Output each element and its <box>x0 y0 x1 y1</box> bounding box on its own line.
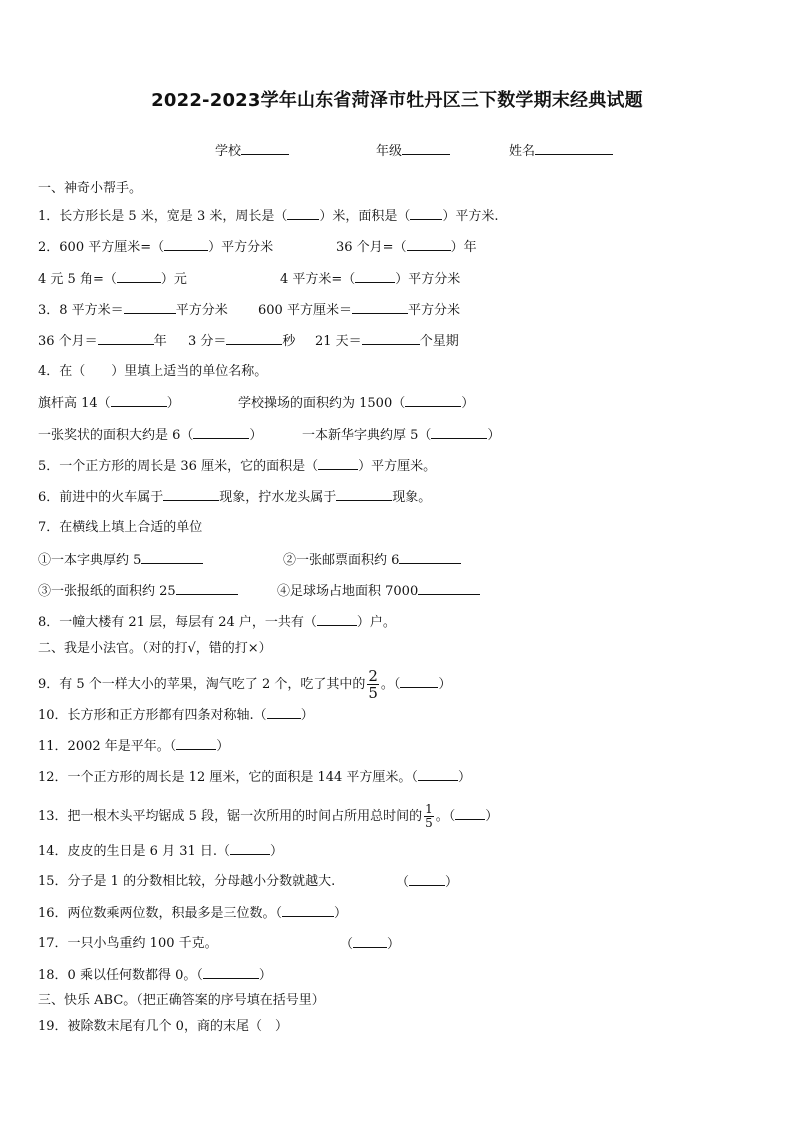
question-7-item-1: ①一本字典厚约 5 <box>38 551 203 570</box>
question-3-row-2: 36 个月＝ 年 <box>38 334 167 349</box>
answer-blank[interactable] <box>193 426 249 439</box>
question-2-part-2: 36 个月=（ ）年 <box>336 240 477 255</box>
school-field <box>215 140 289 159</box>
question-7-item-2: ②一张邮票面积约 6 <box>283 551 461 570</box>
answer-blank[interactable] <box>226 332 282 345</box>
question-3-row-2-part-3: 21 天＝ 个星期 <box>315 334 459 349</box>
question-6: 6．前进中的火车属于 现象，拧水龙头属于 现象。 <box>38 490 432 505</box>
question-9: 9．有 5 个一样大小的苹果，淘气吃了 2 个，吃了其中的 $\frac{2}{5}$ 。（ ） <box>38 667 452 702</box>
answer-blank[interactable] <box>164 238 208 251</box>
answer-blank[interactable] <box>111 394 167 407</box>
question-11: 11．2002 年是平年。（ ） <box>38 739 230 754</box>
question-13: 13．把一根木头平均锯成 5 段，锯一次所用的时间占所用总时间的 $\frac{1}{5}$ 。（ ） <box>38 802 499 830</box>
question-2-row-2-part-2: 4 平方米=（ ）平方分米 <box>280 272 461 287</box>
answer-blank[interactable] <box>353 935 387 948</box>
section-1-heading: 一、神奇小帮手。 <box>38 181 143 196</box>
answer-blank[interactable] <box>399 551 461 564</box>
page-title: 2022-2023学年山东省菏泽市牡丹区三下数学期末经典试题 <box>151 90 643 111</box>
answer-blank[interactable] <box>203 966 259 979</box>
question-7-item-4: ④足球场占地面积 7000 <box>277 582 480 601</box>
answer-blank[interactable] <box>117 270 161 283</box>
answer-blank[interactable] <box>455 807 485 820</box>
name-field <box>509 140 613 159</box>
grade-field <box>376 140 450 159</box>
question-10: 10．长方形和正方形都有四条对称轴.（ ） <box>38 708 314 723</box>
answer-blank[interactable] <box>141 551 203 564</box>
answer-blank[interactable] <box>400 675 438 688</box>
answer-blank[interactable] <box>176 582 238 595</box>
answer-blank[interactable] <box>230 842 270 855</box>
name-label: 姓名 <box>509 144 536 159</box>
answer-blank[interactable] <box>418 768 458 781</box>
answer-blank[interactable] <box>409 873 445 886</box>
answer-blank[interactable] <box>287 207 319 220</box>
question-19: 19．被除数末尾有几个 0，商的末尾（ ） <box>38 1019 288 1034</box>
question-17-answer: （ ） <box>340 937 401 952</box>
answer-blank[interactable] <box>407 238 451 251</box>
question-15: 15．分子是 1 的分数相比较，分母越小分数就越大. <box>38 874 336 889</box>
grade-label: 年级 <box>376 144 403 159</box>
grade-blank[interactable] <box>402 142 450 155</box>
question-2: 2．600 平方厘米=（ ）平方分米 <box>38 240 274 255</box>
answer-blank[interactable] <box>282 904 334 917</box>
answer-blank[interactable] <box>410 207 442 220</box>
fraction-one-fifth: $\frac{1}{5}$ <box>425 802 433 830</box>
question-5: 5．一个正方形的周长是 36 厘米，它的面积是（ ）平方厘米。 <box>38 459 437 474</box>
question-8: 8．一幢大楼有 21 层，每层有 24 户，一共有（ ）户。 <box>38 615 396 630</box>
question-2-row-2: 4 元 5 角=（ ）元 <box>38 272 187 287</box>
section-2-heading: 二、我是小法官。（对的打√，错的打×） <box>38 641 272 656</box>
answer-blank[interactable] <box>98 332 154 345</box>
fraction-two-fifths: $\frac{2}{5}$ <box>368 667 378 702</box>
question-16: 16．两位数乘两位数，积最多是三位数。（ ） <box>38 906 348 921</box>
answer-blank[interactable] <box>418 582 480 595</box>
answer-blank[interactable] <box>163 488 219 501</box>
answer-blank[interactable] <box>336 488 392 501</box>
question-4: 4．在（ ）里填上适当的单位名称。 <box>38 364 268 379</box>
question-7-item-3: ③一张报纸的面积约 25 <box>38 582 238 601</box>
question-7: 7．在横线上填上合适的单位 <box>38 520 203 535</box>
section-3-heading: 三、快乐 ABC。（把正确答案的序号填在括号里） <box>38 993 325 1008</box>
answer-blank[interactable] <box>431 426 487 439</box>
school-blank[interactable] <box>241 142 289 155</box>
answer-blank[interactable] <box>355 270 395 283</box>
answer-blank[interactable] <box>176 737 216 750</box>
answer-blank[interactable] <box>318 457 358 470</box>
answer-blank[interactable] <box>362 332 420 345</box>
question-18: 18．0 乘以任何数都得 0。（ ） <box>38 968 272 983</box>
question-15-answer: （ ） <box>396 875 459 890</box>
question-4-item-b: 学校操场的面积约为 1500（ ） <box>238 396 475 411</box>
answer-blank[interactable] <box>267 706 301 719</box>
question-3-part-2: 600 平方厘米＝ 平方分米 <box>258 303 460 318</box>
answer-blank[interactable] <box>124 301 176 314</box>
question-14: 14．皮皮的生日是 6 月 31 日.（ ） <box>38 844 284 859</box>
question-17: 17．一只小鸟重约 100 千克。 <box>38 936 218 951</box>
question-12: 12．一个正方形的周长是 12 厘米，它的面积是 144 平方厘米。（ ） <box>38 770 471 785</box>
answer-blank[interactable] <box>405 394 461 407</box>
question-4-item-c: 一张奖状的面积大约是 6（ ） <box>38 428 263 443</box>
question-3: 3．8 平方米＝ 平方分米 <box>38 303 228 318</box>
question-1: 1．长方形长是 5 米，宽是 3 米，周长是（ ）米，面积是（ ）平方米. <box>38 209 499 224</box>
answer-blank[interactable] <box>352 301 408 314</box>
question-4-item-a: 旗杆高 14（ ） <box>38 396 180 411</box>
school-label: 学校 <box>215 144 242 159</box>
name-blank[interactable] <box>535 142 613 155</box>
question-4-item-d: 一本新华字典约厚 5（ ） <box>302 428 501 443</box>
answer-blank[interactable] <box>317 613 357 626</box>
question-3-row-2-part-2: 3 分＝ 秒 <box>188 334 296 349</box>
